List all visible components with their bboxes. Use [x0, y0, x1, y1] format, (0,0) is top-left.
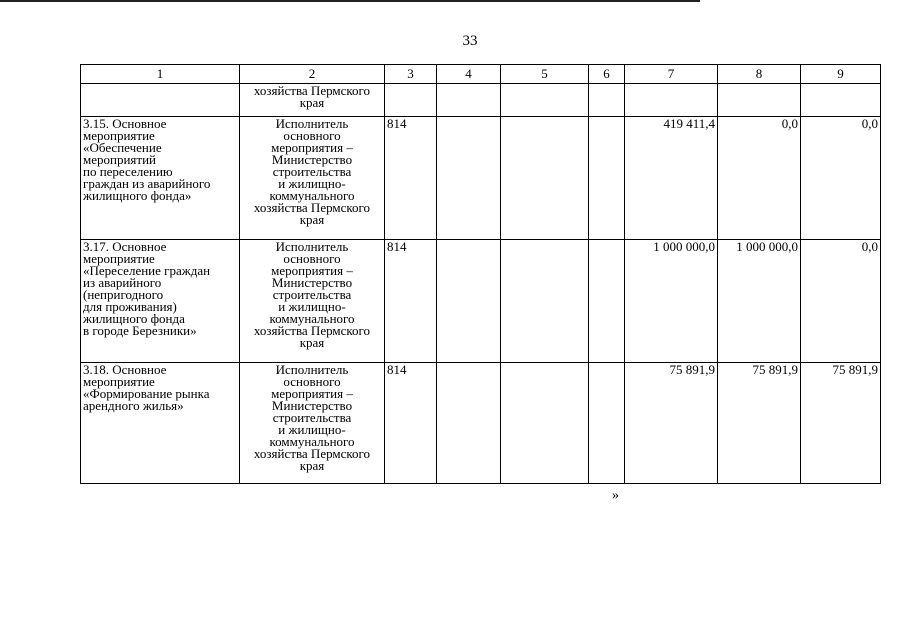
cell-line: основного — [283, 128, 341, 143]
table-cell — [437, 240, 501, 363]
cell-line: 3.17. Основное — [83, 239, 167, 254]
table-cell — [589, 363, 625, 484]
table-row-continuation — [81, 84, 881, 117]
activity-cell — [81, 117, 240, 240]
cell-line: строительства — [272, 164, 352, 179]
cell-line: края — [299, 95, 325, 110]
cell-line: коммунального — [269, 311, 355, 326]
column-header: 6 — [589, 65, 625, 84]
cell-line: Министерство — [271, 398, 353, 413]
table-cell — [81, 84, 240, 117]
cell-line: края — [299, 212, 325, 227]
cell-line: в городе Березники» — [83, 323, 197, 338]
cell-line: Исполнитель — [275, 116, 349, 131]
cell-line: мероприятий — [83, 152, 156, 167]
cell-line: строительства — [272, 410, 352, 425]
executor-cell — [240, 84, 385, 117]
table-cell — [589, 84, 625, 117]
cell-line: хозяйства Пермского — [253, 83, 371, 98]
cell-line: и жилищно- — [278, 422, 346, 437]
cell-line: мероприятия – — [271, 263, 353, 278]
cell-line: и жилищно- — [278, 176, 346, 191]
activity-cell — [81, 363, 240, 484]
cell-line: строительства — [272, 287, 352, 302]
cell-line: хозяйства Пермского — [253, 323, 371, 338]
cell-line: хозяйства Пермского — [253, 200, 371, 215]
table-header-row — [81, 65, 881, 84]
cell-line: основного — [283, 251, 341, 266]
amount-cell: 75 891,9 — [625, 363, 718, 484]
activity-cell — [81, 240, 240, 363]
cell-line: Министерство — [271, 275, 353, 290]
cell-line: для проживания) — [83, 299, 177, 314]
table-cell — [801, 84, 881, 117]
cell-line: коммунального — [269, 188, 355, 203]
column-header: 1 — [81, 65, 240, 84]
amount-cell: 1 000 000,0 — [718, 240, 801, 363]
cell-line: коммунального — [269, 434, 355, 449]
table-cell — [437, 117, 501, 240]
column-header: 4 — [437, 65, 501, 84]
cell-line: мероприятия – — [271, 386, 353, 401]
amount-cell: 0,0 — [718, 117, 801, 240]
cell-line: хозяйства Пермского — [253, 446, 371, 461]
table-row — [81, 117, 881, 240]
amount-cell: 75 891,9 — [718, 363, 801, 484]
cell-line: 3.18. Основное — [83, 362, 167, 377]
amount-cell: 1 000 000,0 — [625, 240, 718, 363]
table-cell — [589, 240, 625, 363]
cell-line: мероприятие — [83, 251, 155, 266]
table-cell — [437, 84, 501, 117]
cell-line: Министерство — [271, 152, 353, 167]
cell-line: «Обеспечение — [83, 140, 162, 155]
code-cell: 814 — [385, 117, 437, 240]
code-cell: 814 — [385, 363, 437, 484]
column-header: 8 — [718, 65, 801, 84]
amount-cell: 0,0 — [801, 240, 881, 363]
table-cell — [501, 84, 589, 117]
cell-line: «Переселение граждан — [83, 263, 211, 278]
closing-quote-mark: » — [612, 488, 619, 503]
cell-line: по переселению — [83, 164, 173, 179]
cell-line: мероприятие — [83, 128, 155, 143]
cell-line: мероприятия – — [271, 140, 353, 155]
cell-line: основного — [283, 374, 341, 389]
table-cell — [718, 84, 801, 117]
cell-line: 3.15. Основное — [83, 116, 167, 131]
cell-line: граждан из аварийного — [83, 176, 211, 191]
cell-line: края — [299, 335, 325, 350]
table-cell — [385, 84, 437, 117]
cell-line: Исполнитель — [275, 239, 349, 254]
cell-line: жилищного фонда — [83, 311, 185, 326]
table-cell — [501, 240, 589, 363]
table-cell — [437, 363, 501, 484]
executor-cell — [240, 363, 385, 484]
cell-line: и жилищно- — [278, 299, 346, 314]
cell-line: края — [299, 458, 325, 473]
cell-line: жилищного фонда» — [83, 188, 192, 203]
budget-table — [80, 64, 881, 484]
column-header: 5 — [501, 65, 589, 84]
cell-line: из аварийного — [83, 275, 162, 290]
column-header: 7 — [625, 65, 718, 84]
amount-cell: 75 891,9 — [801, 363, 881, 484]
table-row — [81, 240, 881, 363]
table-cell — [625, 84, 718, 117]
cell-line: арендного жилья» — [83, 398, 184, 413]
scan-top-edge-line — [0, 0, 700, 2]
cell-line: Исполнитель — [275, 362, 349, 377]
cell-line: (непригодного — [83, 287, 164, 302]
column-header: 3 — [385, 65, 437, 84]
amount-cell: 419 411,4 — [625, 117, 718, 240]
executor-cell — [240, 240, 385, 363]
executor-cell — [240, 117, 385, 240]
column-header: 2 — [240, 65, 385, 84]
table-cell — [501, 117, 589, 240]
table-cell — [589, 117, 625, 240]
table-row — [81, 363, 881, 484]
table-cell — [501, 363, 589, 484]
page-number: 33 — [462, 33, 478, 49]
column-header: 9 — [801, 65, 881, 84]
code-cell: 814 — [385, 240, 437, 363]
amount-cell: 0,0 — [801, 117, 881, 240]
cell-line: мероприятие — [83, 374, 155, 389]
cell-line: «Формирование рынка — [83, 386, 210, 401]
